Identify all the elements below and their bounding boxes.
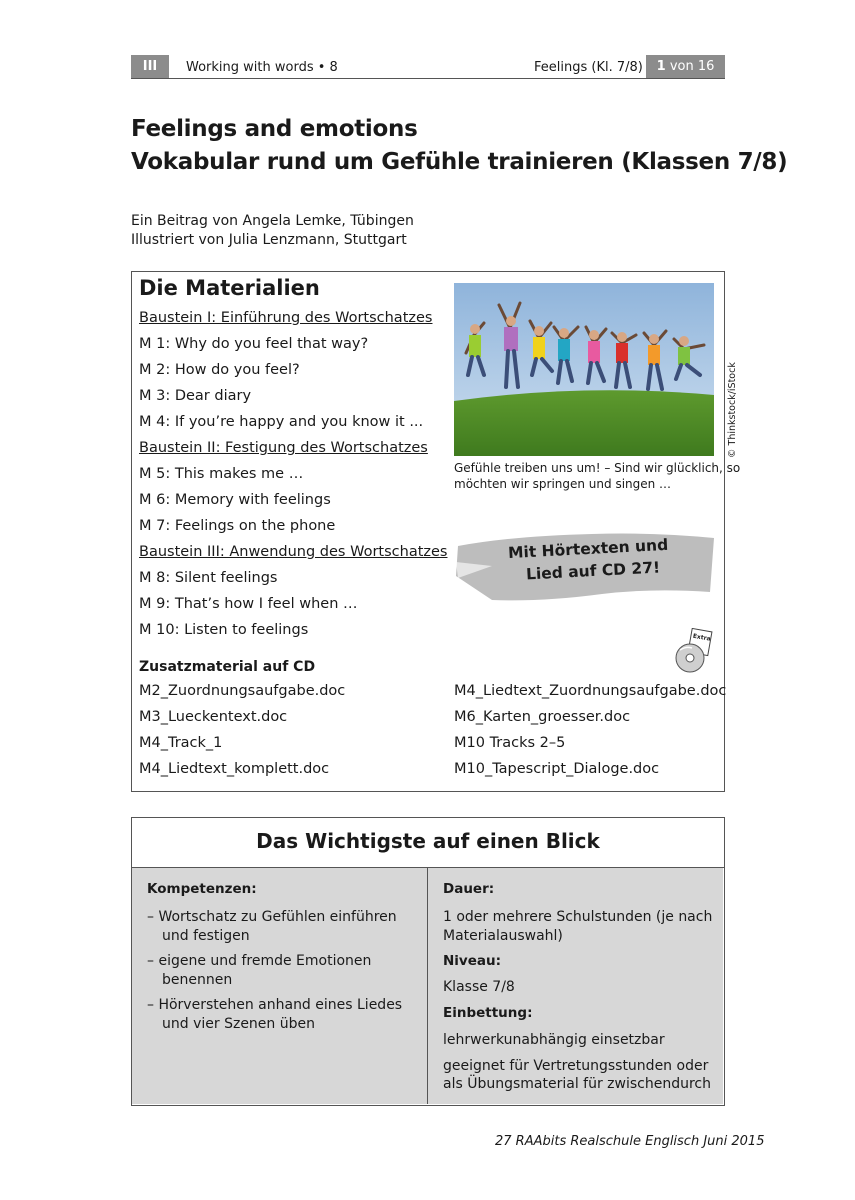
embedding-value: lehrwerkunabhängig einsetzbar xyxy=(443,1032,665,1048)
photo-caption: Gefühle treiben uns um! – Sind wir glücklich, so xyxy=(454,461,741,475)
photo-credit: © Thinkstock/iStock xyxy=(727,362,738,458)
material-item: M 3: Dear diary xyxy=(139,388,252,404)
cd-file: M10_Tapescript_Dialoge.doc xyxy=(454,761,660,777)
duration-value: Materialauswahl) xyxy=(443,928,563,944)
stamp-line: Lied auf CD 27! xyxy=(525,558,661,584)
embedding-value: als Übungsmaterial für zwischendurch xyxy=(443,1076,711,1092)
materials-heading: Die Materialien xyxy=(139,276,320,300)
section-badge: III xyxy=(131,55,169,78)
embedding-label: Einbettung: xyxy=(443,1005,533,1021)
summary-heading: Das Wichtigste auf einen Blick xyxy=(256,829,600,853)
page-total: von 16 xyxy=(669,59,715,74)
module-heading: Baustein I: Einführung des Wortschatzes xyxy=(139,310,433,326)
embedding-value: geeignet für Vertretungsstunden oder xyxy=(443,1058,709,1074)
page-subtitle: Vokabular rund um Gefühle trainieren (Klassen 7/8) xyxy=(131,149,788,175)
header-rule xyxy=(131,78,725,79)
material-item: M 7: Feelings on the phone xyxy=(139,518,336,534)
audio-cd-stamp xyxy=(452,528,718,608)
cd-extra-label: Extra xyxy=(692,632,712,643)
cd-file: M4_Track_1 xyxy=(139,735,223,751)
duration-label: Dauer: xyxy=(443,881,495,897)
page-number: 1 xyxy=(656,59,666,74)
competency-item: und festigen xyxy=(162,928,250,944)
cd-file: M4_Liedtext_komplett.doc xyxy=(139,761,330,777)
duration-value: 1 oder mehrere Schulstunden (je nach xyxy=(443,909,713,925)
stamp-line: Mit Hörtexten und xyxy=(507,535,669,563)
cd-file: M3_Lueckentext.doc xyxy=(139,709,288,725)
competency-item: und vier Szenen üben xyxy=(162,1016,315,1032)
header-topic: Feelings (Kl. 7/8) xyxy=(534,60,643,75)
material-item: M 6: Memory with feelings xyxy=(139,492,331,508)
cd-file: M4_Liedtext_Zuordnungsaufgabe.doc xyxy=(454,683,727,699)
material-item: M 5: This makes me … xyxy=(139,466,304,482)
jumping-people-photo xyxy=(454,283,714,456)
module-heading: Baustein II: Festigung des Wortschatzes xyxy=(139,440,428,456)
material-item: M 8: Silent feelings xyxy=(139,570,278,586)
module-heading: Baustein III: Anwendung des Wortschatzes xyxy=(139,544,448,560)
material-item: M 4: If you’re happy and you know it ... xyxy=(139,414,424,430)
cd-file: M10 Tracks 2–5 xyxy=(454,735,566,751)
material-item: M 10: Listen to feelings xyxy=(139,622,309,638)
material-item: M 1: Why do you feel that way? xyxy=(139,336,369,352)
page-indicator xyxy=(646,55,725,78)
cd-extra-icon xyxy=(672,628,714,674)
level-value: Klasse 7/8 xyxy=(443,979,515,995)
cd-file: M2_Zuordnungsaufgabe.doc xyxy=(139,683,346,699)
extra-material-heading: Zusatzmaterial auf CD xyxy=(139,659,316,675)
material-item: M 9: That’s how I feel when … xyxy=(139,596,358,612)
illustrator-line: Illustriert von Julia Lenzmann, Stuttgart xyxy=(131,232,407,248)
header-title: Working with words • 8 xyxy=(186,60,338,75)
footer-source: 27 RAAbits Realschule Englisch Juni 2015 xyxy=(495,1134,765,1149)
competency-item: – Hörverstehen anhand eines Liedes xyxy=(147,997,403,1013)
photo-caption: möchten wir springen und singen … xyxy=(454,477,672,491)
page-title: Feelings and emotions xyxy=(131,116,418,142)
cd-file: M6_Karten_groesser.doc xyxy=(454,709,631,725)
competency-item: benennen xyxy=(162,972,233,988)
competency-item: – Wortschatz zu Gefühlen einführen xyxy=(147,909,397,925)
author-line: Ein Beitrag von Angela Lemke, Tübingen xyxy=(131,213,414,229)
material-item: M 2: How do you feel? xyxy=(139,362,300,378)
level-label: Niveau: xyxy=(443,953,502,969)
competency-item: – eigene und fremde Emotionen xyxy=(147,953,372,969)
competencies-label: Kompetenzen: xyxy=(147,881,257,897)
